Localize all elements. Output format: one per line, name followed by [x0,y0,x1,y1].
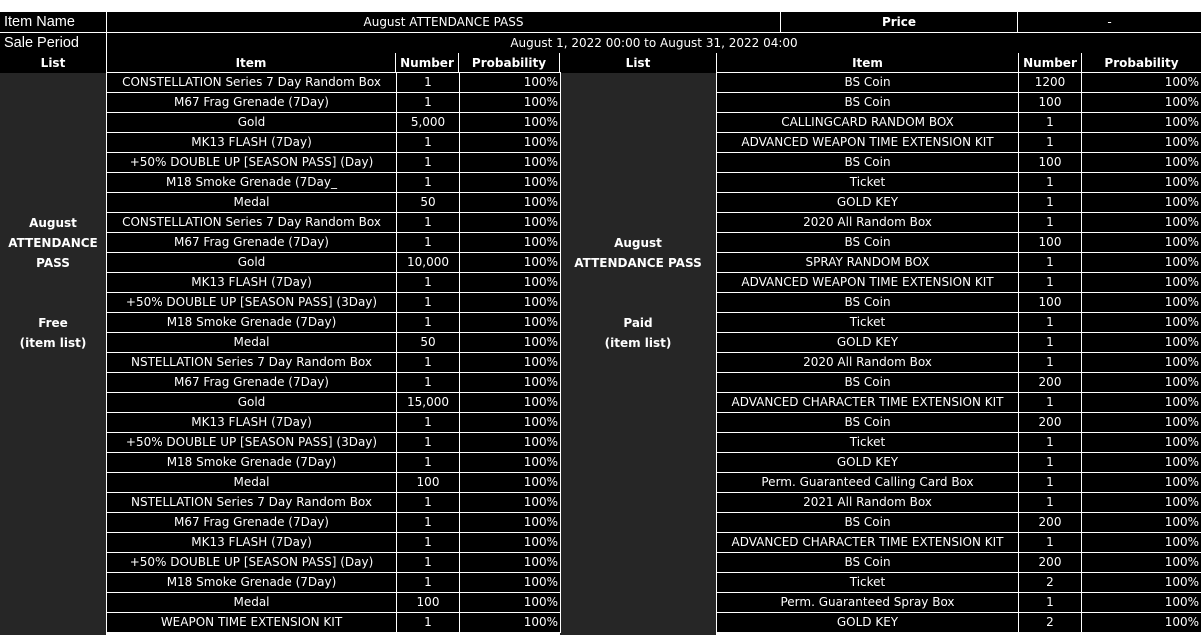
paid-item-row [717,373,1201,393]
free-item-row [107,353,561,373]
paid-item-item-cell: GOLD KEY [717,613,1019,633]
paid-sub-line1: Paid [623,316,653,330]
paid-item-item-cell: Ticket [717,313,1019,333]
paid-item-row [717,133,1201,153]
free-item-probability-cell: 100% [460,373,561,393]
paid-item-probability-cell: 100% [1082,233,1201,253]
paid-item-item-cell: ADVANCED WEAPON TIME EXTENSION KIT [717,273,1019,293]
paid-item-item-cell: BS Coin [717,373,1019,393]
paid-item-item-cell: Ticket [717,573,1019,593]
free-title-line1: August [29,216,77,230]
paid-item-item-cell: Ticket [717,433,1019,453]
paid-item-header: Item [717,53,1018,73]
free-item-row [107,613,561,633]
free-item-item-cell: MK13 FLASH (7Day) [107,413,397,433]
paid-item-probability-cell: 100% [1082,553,1201,573]
free-item-item-cell: +50% DOUBLE UP [SEASON PASS] (Day) [107,153,397,173]
paid-item-probability-cell: 100% [1082,353,1201,373]
free-item-probability-cell: 100% [460,293,561,313]
paid-item-probability-cell: 100% [1082,373,1201,393]
free-item-number-cell: 1 [397,153,460,173]
free-title-line3: PASS [36,256,70,270]
paid-item-item-cell: BS Coin [717,153,1019,173]
paid-item-number-cell: 2 [1019,573,1082,593]
free-item-probability-cell: 100% [460,133,561,153]
free-item-row [107,273,561,293]
free-item-number-cell: 5,000 [397,113,460,133]
free-item-item-cell: M18 Smoke Grenade (7Day) [107,313,397,333]
paid-item-probability-cell: 100% [1082,433,1201,453]
free-item-item-cell: M18 Smoke Grenade (7Day) [107,453,397,473]
free-item-number-cell: 1 [397,133,460,153]
free-item-row [107,173,561,193]
paid-item-number-cell: 1 [1019,493,1082,513]
paid-item-probability-cell: 100% [1082,493,1201,513]
free-item-number-cell: 1 [397,613,460,633]
free-item-probability-cell: 100% [460,553,561,573]
free-item-probability-cell: 100% [460,193,561,213]
free-item-number-cell: 1 [397,513,460,533]
free-item-row [107,213,561,233]
paid-number-header: Number [1019,53,1081,73]
free-item-item-cell: M67 Frag Grenade (7Day) [107,513,397,533]
paid-item-probability-cell: 100% [1082,253,1201,273]
paid-item-number-cell: 1 [1019,473,1082,493]
free-item-row [107,413,561,433]
paid-item-item-cell: 2020 All Random Box [717,213,1019,233]
free-item-number-cell: 15,000 [397,393,460,413]
sale-period-label: Sale Period [0,33,106,53]
free-item-probability-cell: 100% [460,513,561,533]
paid-item-number-cell: 1 [1019,113,1082,133]
free-item-number-cell: 1 [397,233,460,253]
paid-item-row [717,613,1201,633]
paid-item-number-cell: 1 [1019,453,1082,473]
paid-item-probability-cell: 100% [1082,533,1201,553]
paid-item-row [717,313,1201,333]
free-item-row [107,73,561,93]
paid-item-row [717,453,1201,473]
free-item-row [107,373,561,393]
free-item-row [107,253,561,273]
paid-item-row [717,233,1201,253]
free-sub-line2: (item list) [19,336,87,350]
free-item-item-cell: Medal [107,193,397,213]
free-item-number-cell: 1 [397,553,460,573]
free-item-probability-cell: 100% [460,273,561,293]
paid-item-row [717,593,1201,613]
free-item-probability-cell: 100% [460,413,561,433]
paid-item-item-cell: ADVANCED WEAPON TIME EXTENSION KIT [717,133,1019,153]
paid-item-row [717,533,1201,553]
free-item-item-cell: Gold [107,393,397,413]
paid-item-item-cell: BS Coin [717,553,1019,573]
paid-item-number-cell: 1 [1019,353,1082,373]
free-item-probability-cell: 100% [460,473,561,493]
free-item-row [107,153,561,173]
paid-item-number-cell: 1200 [1019,73,1082,93]
paid-item-probability-cell: 100% [1082,313,1201,333]
paid-item-item-cell: BS Coin [717,513,1019,533]
paid-item-row [717,273,1201,293]
paid-item-probability-cell: 100% [1082,573,1201,593]
free-item-probability-cell: 100% [460,153,561,173]
paid-group-label [560,73,716,635]
free-item-row [107,293,561,313]
free-item-number-cell: 100 [397,473,460,493]
free-item-probability-cell: 100% [460,353,561,373]
paid-item-probability-cell: 100% [1082,413,1201,433]
free-item-row [107,113,561,133]
paid-item-item-cell: 2020 All Random Box [717,353,1019,373]
paid-title-line2: ATTENDANCE PASS [574,256,702,270]
free-item-row [107,473,561,493]
free-item-number-cell: 1 [397,373,460,393]
free-item-probability-cell: 100% [460,113,561,133]
free-item-row [107,593,561,613]
free-item-row [107,513,561,533]
paid-item-probability-cell: 100% [1082,393,1201,413]
paid-item-item-cell: GOLD KEY [717,193,1019,213]
paid-item-item-cell: GOLD KEY [717,333,1019,353]
free-item-row [107,93,561,113]
paid-item-probability-cell: 100% [1082,173,1201,193]
free-item-item-cell: Medal [107,333,397,353]
paid-item-row [717,253,1201,273]
paid-item-row [717,553,1201,573]
free-item-probability-cell: 100% [460,613,561,633]
free-item-item-cell: M18 Smoke Grenade (7Day) [107,573,397,593]
free-item-item-cell: Medal [107,473,397,493]
free-item-item-cell: MK13 FLASH (7Day) [107,533,397,553]
paid-item-number-cell: 1 [1019,333,1082,353]
free-item-header: Item [107,53,395,73]
paid-item-item-cell: BS Coin [717,93,1019,113]
sale-period-value: August 1, 2022 00:00 to August 31, 2022 04:00 [107,33,1201,53]
paid-item-row [717,433,1201,453]
paid-item-probability-cell: 100% [1082,473,1201,493]
free-item-row [107,453,561,473]
paid-item-number-cell: 1 [1019,173,1082,193]
paid-probability-header: Probability [1082,53,1201,73]
free-item-number-cell: 100 [397,593,460,613]
paid-item-number-cell: 200 [1019,373,1082,393]
free-item-item-cell: CONSTELLATION Series 7 Day Random Box [107,213,397,233]
paid-sub-line2: (item list) [604,336,672,350]
price-label: Price [781,12,1017,32]
paid-item-item-cell: GOLD KEY [717,453,1019,473]
free-item-number-cell: 1 [397,213,460,233]
free-item-probability-cell: 100% [460,593,561,613]
paid-item-row [717,113,1201,133]
item-name-label: Item Name [0,12,106,32]
free-item-probability-cell: 100% [460,93,561,113]
free-item-item-cell: +50% DOUBLE UP [SEASON PASS] (Day) [107,553,397,573]
free-item-number-cell: 1 [397,533,460,553]
free-probability-header: Probability [459,53,559,73]
paid-item-probability-cell: 100% [1082,333,1201,353]
price-value: - [1018,12,1201,32]
free-item-row [107,233,561,253]
paid-item-row [717,93,1201,113]
paid-item-probability-cell: 100% [1082,153,1201,173]
paid-item-probability-cell: 100% [1082,213,1201,233]
free-item-row [107,393,561,413]
free-item-row [107,313,561,333]
free-item-row [107,333,561,353]
paid-item-number-cell: 1 [1019,253,1082,273]
free-item-probability-cell: 100% [460,253,561,273]
paid-item-probability-cell: 100% [1082,273,1201,293]
paid-item-number-cell: 100 [1019,293,1082,313]
paid-item-number-cell: 1 [1019,393,1082,413]
paid-item-number-cell: 1 [1019,533,1082,553]
paid-item-number-cell: 1 [1019,273,1082,293]
free-item-row [107,493,561,513]
free-item-row [107,573,561,593]
paid-item-probability-cell: 100% [1082,73,1201,93]
free-item-number-cell: 1 [397,293,460,313]
free-item-number-cell: 10,000 [397,253,460,273]
free-item-item-cell: M67 Frag Grenade (7Day) [107,373,397,393]
free-item-probability-cell: 100% [460,73,561,93]
free-item-number-cell: 1 [397,173,460,193]
free-item-item-cell: Gold [107,253,397,273]
paid-item-number-cell: 100 [1019,93,1082,113]
paid-item-item-cell: ADVANCED CHARACTER TIME EXTENSION KIT [717,533,1019,553]
paid-item-probability-cell: 100% [1082,113,1201,133]
paid-item-row [717,293,1201,313]
free-item-row [107,433,561,453]
paid-item-row [717,333,1201,353]
free-item-number-cell: 1 [397,493,460,513]
free-item-number-cell: 50 [397,193,460,213]
free-item-row [107,553,561,573]
free-item-row [107,533,561,553]
paid-item-row [717,393,1201,413]
paid-item-probability-cell: 100% [1082,613,1201,633]
free-number-header: Number [396,53,458,73]
paid-item-item-cell: CALLINGCARD RANDOM BOX [717,113,1019,133]
paid-list-header: List [560,53,716,73]
free-item-item-cell: CONSTELLATION Series 7 Day Random Box [107,73,397,93]
free-item-probability-cell: 100% [460,393,561,413]
paid-item-probability-cell: 100% [1082,593,1201,613]
free-item-row [107,133,561,153]
paid-title-line1: August [614,236,662,250]
free-item-number-cell: 1 [397,273,460,293]
free-item-item-cell: NSTELLATION Series 7 Day Random Box [107,353,397,373]
paid-item-number-cell: 1 [1019,133,1082,153]
paid-item-number-cell: 200 [1019,513,1082,533]
free-item-item-cell: +50% DOUBLE UP [SEASON PASS] (3Day) [107,433,397,453]
free-title-line2: ATTENDANCE [8,236,98,250]
paid-item-row [717,513,1201,533]
free-item-number-cell: 1 [397,453,460,473]
free-item-number-cell: 1 [397,73,460,93]
paid-item-row [717,473,1201,493]
free-item-item-cell: NSTELLATION Series 7 Day Random Box [107,493,397,513]
free-item-probability-cell: 100% [460,333,561,353]
free-item-number-cell: 1 [397,93,460,113]
paid-item-probability-cell: 100% [1082,293,1201,313]
paid-item-number-cell: 100 [1019,233,1082,253]
paid-item-item-cell: 2021 All Random Box [717,493,1019,513]
free-item-item-cell: MK13 FLASH (7Day) [107,273,397,293]
paid-item-item-cell: SPRAY RANDOM BOX [717,253,1019,273]
free-item-probability-cell: 100% [460,453,561,473]
free-item-probability-cell: 100% [460,533,561,553]
free-item-item-cell: Medal [107,593,397,613]
paid-item-number-cell: 2 [1019,613,1082,633]
paid-item-row [717,573,1201,593]
free-item-probability-cell: 100% [460,213,561,233]
free-item-item-cell: WEAPON TIME EXTENSION KIT [107,613,397,633]
paid-item-number-cell: 1 [1019,433,1082,453]
paid-item-number-cell: 100 [1019,153,1082,173]
free-items-table [106,72,561,633]
paid-item-number-cell: 200 [1019,413,1082,433]
free-item-item-cell: MK13 FLASH (7Day) [107,133,397,153]
paid-item-row [717,153,1201,173]
free-item-probability-cell: 100% [460,233,561,253]
paid-item-item-cell: BS Coin [717,233,1019,253]
paid-item-item-cell: BS Coin [717,73,1019,93]
free-item-probability-cell: 100% [460,433,561,453]
paid-item-item-cell: Perm. Guaranteed Spray Box [717,593,1019,613]
paid-item-probability-cell: 100% [1082,513,1201,533]
paid-item-probability-cell: 100% [1082,133,1201,153]
paid-item-row [717,493,1201,513]
free-item-number-cell: 1 [397,413,460,433]
paid-item-row [717,413,1201,433]
free-sub-line1: Free [38,316,68,330]
free-item-number-cell: 50 [397,333,460,353]
paid-item-number-cell: 1 [1019,313,1082,333]
paid-item-row [717,173,1201,193]
paid-item-item-cell: BS Coin [717,293,1019,313]
paid-item-row [717,213,1201,233]
free-item-item-cell: M67 Frag Grenade (7Day) [107,233,397,253]
paid-item-probability-cell: 100% [1082,453,1201,473]
free-item-probability-cell: 100% [460,493,561,513]
paid-item-row [717,193,1201,213]
paid-item-number-cell: 1 [1019,193,1082,213]
paid-item-number-cell: 200 [1019,553,1082,573]
paid-item-row [717,73,1201,93]
free-item-item-cell: Gold [107,113,397,133]
free-list-header: List [0,53,106,73]
paid-item-probability-cell: 100% [1082,93,1201,113]
free-item-probability-cell: 100% [460,173,561,193]
paid-item-item-cell: Ticket [717,173,1019,193]
paid-item-item-cell: ADVANCED CHARACTER TIME EXTENSION KIT [717,393,1019,413]
paid-item-row [717,353,1201,373]
paid-item-probability-cell: 100% [1082,193,1201,213]
free-item-probability-cell: 100% [460,573,561,593]
paid-item-item-cell: BS Coin [717,413,1019,433]
free-item-number-cell: 1 [397,573,460,593]
free-group-label [0,73,106,635]
free-item-probability-cell: 100% [460,313,561,333]
free-item-item-cell: M67 Frag Grenade (7Day) [107,93,397,113]
free-item-number-cell: 1 [397,353,460,373]
free-item-item-cell: +50% DOUBLE UP [SEASON PASS] (3Day) [107,293,397,313]
paid-items-table [716,72,1201,633]
paid-item-number-cell: 1 [1019,213,1082,233]
item-name-value: August ATTENDANCE PASS [107,12,780,32]
free-item-row [107,193,561,213]
paid-item-number-cell: 1 [1019,593,1082,613]
free-item-item-cell: M18 Smoke Grenade (7Day_ [107,173,397,193]
paid-item-item-cell: Perm. Guaranteed Calling Card Box [717,473,1019,493]
free-item-number-cell: 1 [397,433,460,453]
free-item-number-cell: 1 [397,313,460,333]
